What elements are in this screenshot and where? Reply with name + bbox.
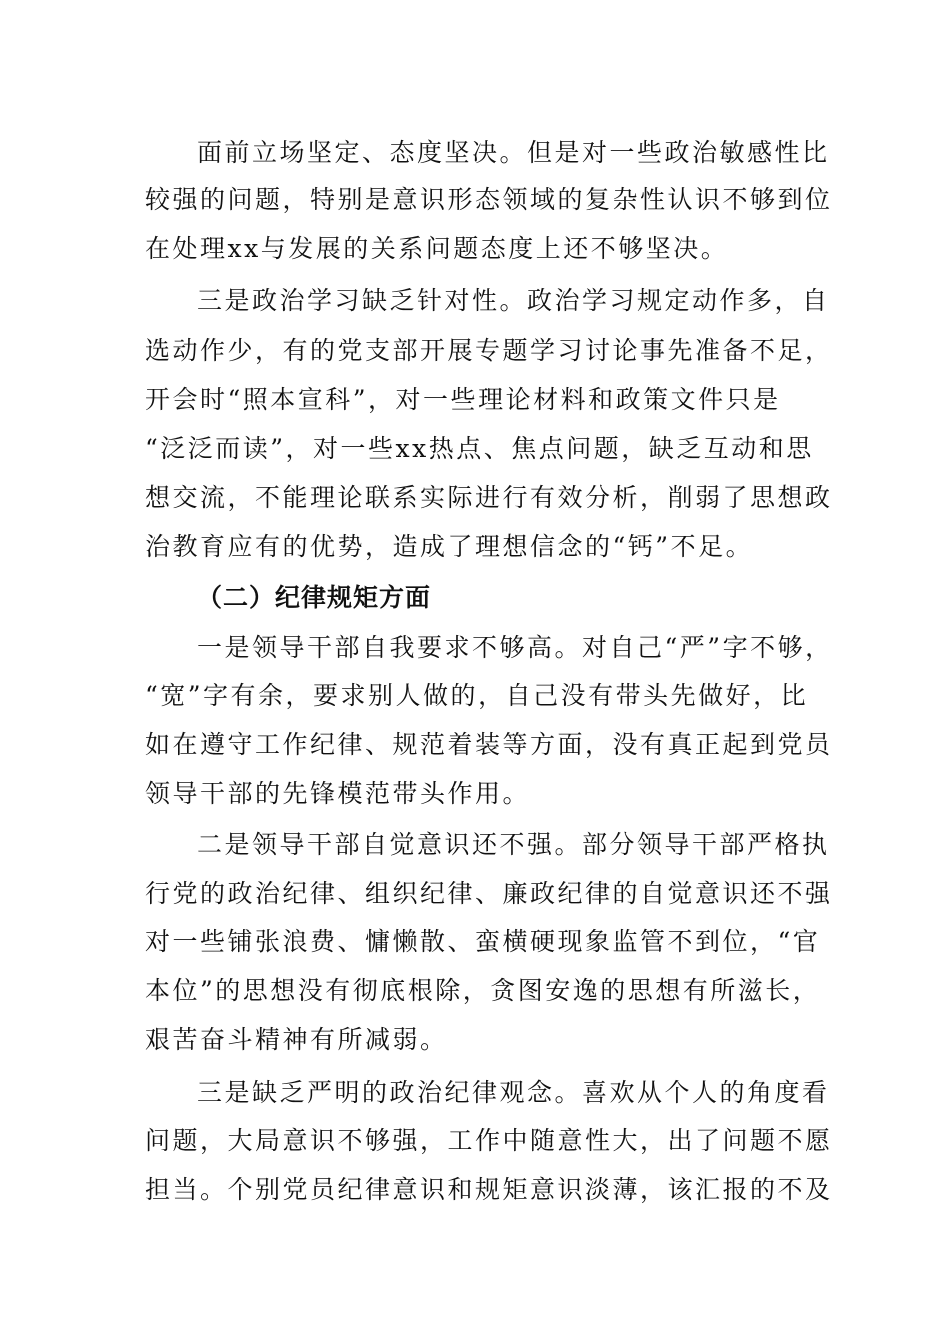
paragraph-3-line-2: “宽”字有余，要求别人做的，自己没有带头先做好，比: [145, 681, 809, 710]
paragraph-4-line-1: 二是领导干部自觉意识还不强。部分领导干部严格执: [197, 830, 830, 859]
paragraph-2-line-5: 想交流，不能理论联系实际进行有效分析，削弱了思想政: [145, 483, 833, 512]
paragraph-5-line-3: 担当。个别党员纪律意识和规矩意识淡薄，该汇报的不及: [145, 1175, 833, 1204]
paragraph-3-line-4: 领导干部的先锋模范带头作用。: [145, 779, 531, 808]
paragraph-2-line-1: 三是政治学习缺乏针对性。政治学习规定动作多，自: [197, 286, 830, 315]
paragraph-4-line-3: 对一些铺张浪费、慵懒散、蛮横硬现象监管不到位，“官: [145, 927, 821, 956]
paragraph-2-line-3: 开会时“照本宣科”，对一些理论材料和政策文件只是: [145, 385, 781, 414]
paragraph-1-line-3: 在处理xx与发展的关系问题态度上还不够坚决。: [145, 234, 729, 263]
section-heading: （二）纪律规矩方面: [197, 583, 432, 612]
paragraph-1-line-2: 较强的问题，特别是意识形态领域的复杂性认识不够到位: [145, 185, 833, 214]
paragraph-2-line-6: 治教育应有的优势，造成了理想信念的“钙”不足。: [145, 532, 754, 561]
paragraph-3-line-1: 一是领导干部自我要求不够高。对自己“严”字不够，: [197, 633, 833, 662]
paragraph-1-line-1: 面前立场坚定、态度坚决。但是对一些政治敏感性比: [197, 138, 830, 167]
paragraph-4-line-4: 本位”的思想没有彻底根除，贪图安逸的思想有所滋长，: [145, 976, 821, 1005]
paragraph-2-line-2: 选动作少，有的党支部开展专题学习讨论事先准备不足，: [145, 336, 833, 365]
paragraph-3-line-3: 如在遵守工作纪律、规范着装等方面，没有真正起到党员: [145, 730, 833, 759]
paragraph-5-line-1: 三是缺乏严明的政治纪律观念。喜欢从个人的角度看: [197, 1078, 830, 1107]
paragraph-4-line-2: 行党的政治纪律、组织纪律、廉政纪律的自觉意识还不强: [145, 879, 833, 908]
paragraph-4-line-5: 艰苦奋斗精神有所减弱。: [145, 1025, 448, 1054]
paragraph-5-line-2: 问题，大局意识不够强，工作中随意性大，出了问题不愿: [145, 1126, 833, 1155]
paragraph-2-line-4: “泛泛而读”，对一些xx热点、焦点问题，缺乏互动和思: [145, 434, 814, 463]
